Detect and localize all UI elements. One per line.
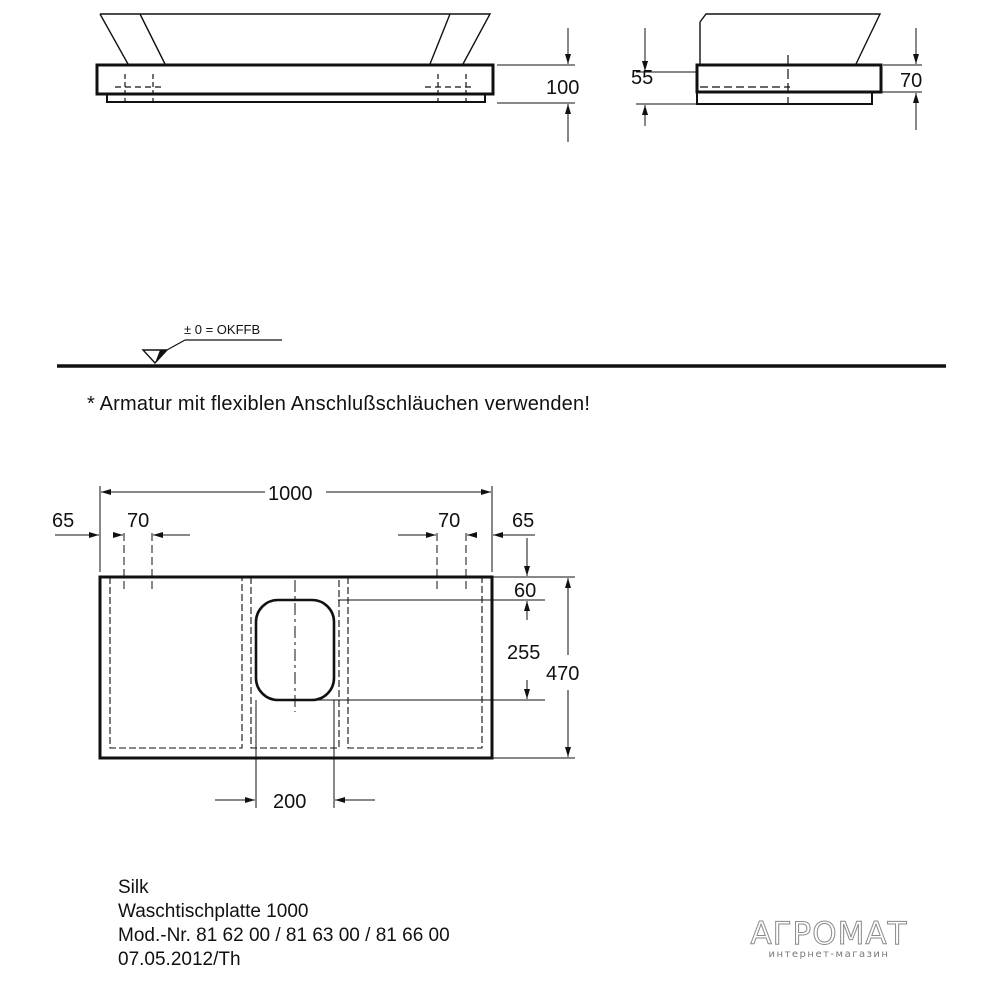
front-view (97, 14, 575, 142)
drawing-date: 07.05.2012/Th (118, 949, 241, 970)
front-slab (97, 65, 493, 94)
dim-right-hole: 70 (438, 510, 461, 532)
watermark-subtitle: интернет-магазин (768, 949, 890, 960)
plan-hidden-lines (110, 577, 482, 748)
dim-left-edge: 65 (52, 510, 75, 532)
dim-overall-depth: 470 (546, 663, 580, 685)
installation-note: * Armatur mit flexiblen Anschlußschläuchen verwenden! (87, 393, 591, 415)
front-mount-left (115, 74, 163, 102)
dim-basin-depth: 255 (507, 642, 541, 664)
side-slab-underside (697, 92, 872, 104)
side-view (636, 14, 922, 130)
product-line: Silk (118, 877, 149, 898)
product-name: Waschtischplatte 1000 (118, 901, 309, 922)
floor-label: ± 0 = OKFFB (184, 322, 261, 337)
dim-side-inner: 55 (631, 67, 654, 89)
dim-right-edge: 65 (512, 510, 535, 532)
watermark-logo (736, 916, 922, 961)
title-block (118, 876, 450, 972)
plan-view (55, 486, 575, 808)
dim-side-height: 70 (900, 70, 923, 92)
side-slab (697, 65, 881, 92)
front-mount-right (425, 74, 475, 102)
dim-basin-top-offset: 60 (514, 580, 537, 602)
watermark-name: АГРОМАТ (750, 916, 908, 952)
floor-reference (57, 340, 946, 366)
dim-front-height: 100 (546, 77, 580, 99)
dim-overall-width: 1000 (268, 483, 313, 505)
side-basin-outline (700, 14, 880, 64)
model-number: Mod.-Nr. 81 62 00 / 81 63 00 / 81 66 00 (118, 925, 450, 946)
dim-left-hole: 70 (127, 510, 150, 532)
front-basin-outline (100, 14, 490, 64)
plan-outline (100, 577, 492, 758)
dim-basin-width: 200 (273, 791, 307, 813)
